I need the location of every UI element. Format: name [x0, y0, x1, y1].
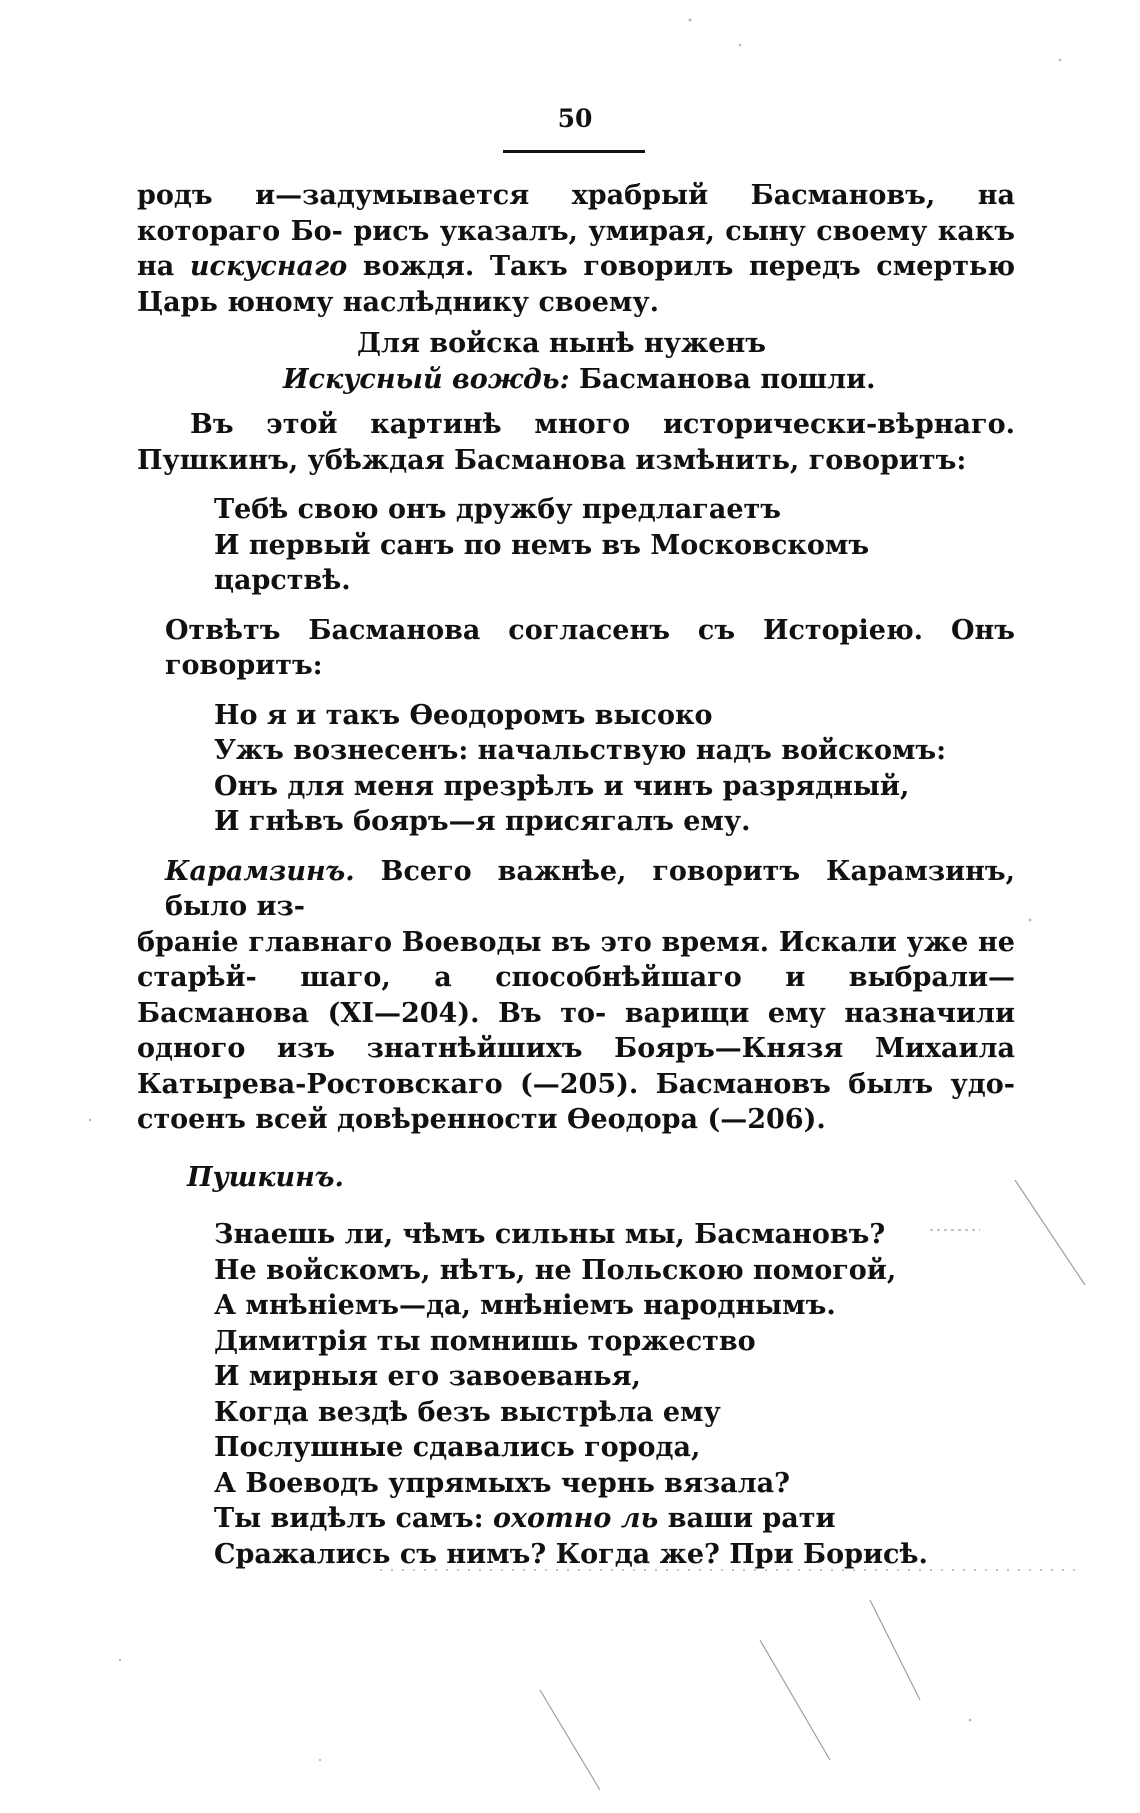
- text-line: браніе главнаго Воеводы въ это время. Искали уже не старѣй-: [137, 926, 1015, 993]
- verse-line: Димитрія ты помнишь торжество: [214, 1325, 756, 1357]
- verse-line: Ужъ вознесенъ: начальствую надъ войскомъ:: [214, 735, 947, 766]
- text-line: стоенъ всей довѣренности Ѳеодора (—206).: [137, 1104, 826, 1135]
- verse-line: И мирныя его завоеванья,: [214, 1361, 641, 1392]
- verse-line: Знаешь ли, чѣмъ сильны мы, Басмановъ?: [214, 1219, 886, 1250]
- text-line: убѣждая Басманова измѣнить, говоритъ:: [307, 444, 967, 476]
- verse-line: Не войскомъ, нѣтъ, не Польскою помогой,: [214, 1254, 897, 1286]
- text-line: шаго, а способнѣйшаго и выбрали—Басманова (XI—204). Въ то-: [137, 962, 1015, 1029]
- verse-line: Басманова пошли.: [569, 363, 876, 395]
- text-line: варищи ему назначили одного изъ знатнѣйшихъ Бояръ—Князя: [137, 997, 1015, 1064]
- verse-line: Онъ для меня презрѣлъ и чинъ разрядный,: [214, 770, 910, 802]
- verse-line: Для войска нынѣ нуженъ: [357, 328, 766, 359]
- verse-line: ваши рати: [658, 1503, 836, 1534]
- text-line: Всего важнѣе, говоритъ Карамзинъ, было из-: [165, 855, 1015, 922]
- verse-line: Сражались съ нимъ? Когда же? При Борисѣ.: [214, 1538, 928, 1570]
- verse-line: Тебѣ свою онъ дружбу предлагаетъ: [214, 494, 781, 525]
- verse-line: И первый санъ по немъ въ Московскомъ царствѣ.: [214, 529, 870, 596]
- text-line: Михаила Катырева-Ростовскаго (—205). Басмановъ былъ удо-: [137, 1033, 1015, 1100]
- page-number: 50: [557, 104, 593, 133]
- text-line: Отвѣтъ Басманова согласенъ съ Исторіею. Онъ говоритъ:: [165, 614, 1015, 681]
- verse-line: Послушные сдавались города,: [214, 1432, 701, 1463]
- text-line: Въ этой картинѣ много исторически-вѣрнаго. Пушкинъ,: [137, 409, 1015, 476]
- verse-line: Когда вездѣ безъ выстрѣла ему: [214, 1396, 721, 1428]
- verse-line: А Воеводъ упрямыхъ чернь вязала?: [214, 1467, 790, 1499]
- emphasis-text: искуснаго: [189, 251, 348, 282]
- author-name: Пушкинъ.: [187, 1161, 344, 1193]
- text-line: вождя.: [347, 251, 475, 282]
- verse-line: Но я и такъ Ѳеодоромъ высоко: [214, 699, 713, 731]
- verse-line: Ты видѣлъ самъ:: [214, 1503, 493, 1534]
- text-line: родъ и—задумывается храбрый Басмановъ, на котораго Бо-: [137, 180, 1015, 247]
- verse-line: А мнѣніемъ—да, мнѣніемъ народнымъ.: [214, 1290, 836, 1321]
- text-line: Такъ говорилъ передъ смертью Царь юному наслѣднику: [137, 251, 1016, 318]
- emphasis-text: Искусный вождь:: [283, 363, 570, 395]
- author-name: Карамзинъ.: [165, 855, 355, 887]
- text-line: рисъ указалъ, умирая, сыну своему какъ на: [137, 215, 1015, 282]
- verse-line: И гнѣвъ бояръ—я присягалъ ему.: [214, 806, 751, 837]
- emphasis-text: охотно ль: [492, 1503, 659, 1534]
- text-line: своему.: [538, 286, 660, 318]
